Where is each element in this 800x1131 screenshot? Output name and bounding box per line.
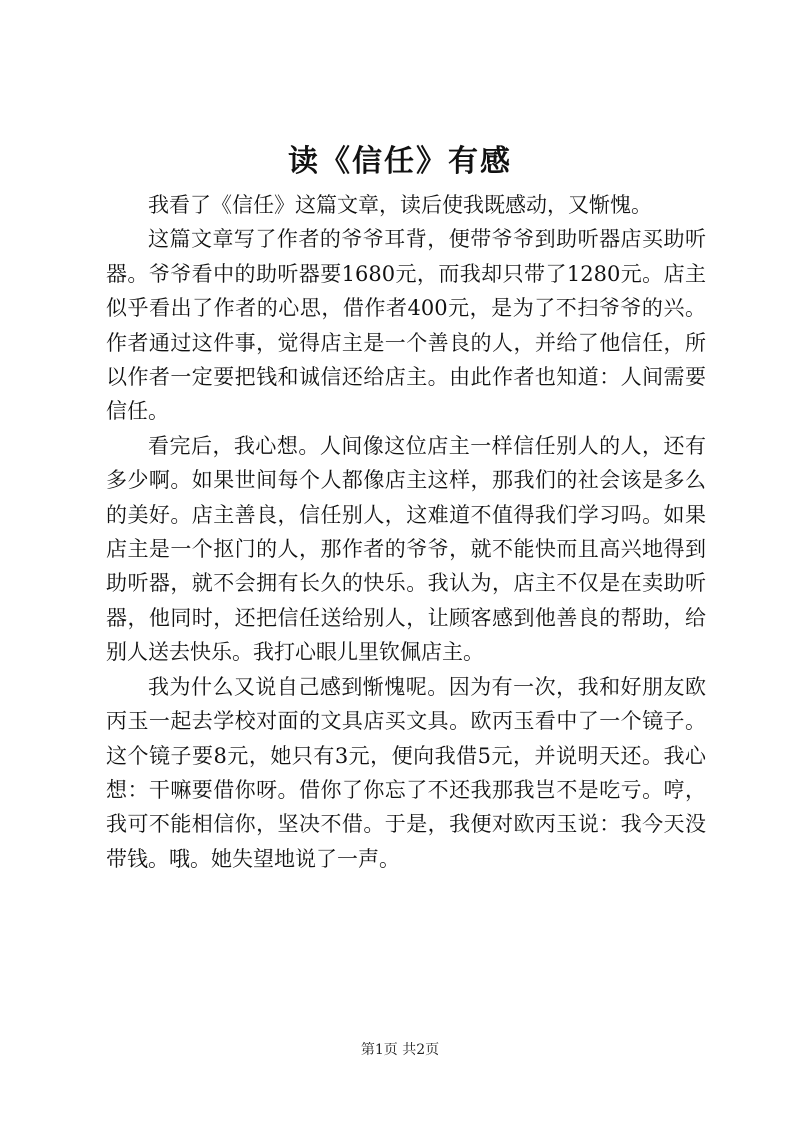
paragraph-4: 我为什么又说自己感到惭愧呢。因为有一次，我和好朋友欧丙玉一起去学校对面的文具店买文具。欧丙玉看中了一个镜子。这个镜子要8元，她只有3元，便向我借5元，并说明天还。我心想：干嘛要借你呀。借你了你忘了不还我那我岂不是吃亏。哼，我可不能相信你，坚决不借。于是，我便对欧丙玉说：我今天没带钱。哦。她失望地说了一声。 — [106, 674, 706, 871]
page-footer: 第1页 共2页 — [360, 1042, 440, 1058]
paragraph-3: 看完后，我心想。人间像这位店主一样信任别人的人，还有多少啊。如果世间每个人都像店主这样，那我们的社会该是多么的美好。店主善良，信任别人，这难道不值得我们学习吗。如果店主是一个抠门的人，那作者的爷爷，就不能快而且高兴地得到助听器，就不会拥有长久的快乐。我认为，店主不仅是在卖助听器，他同时，还把信任送给别人，让顾客感到他善良的帮助，给别人送去快乐。我打心眼儿里钦佩店主。 — [106, 433, 706, 665]
paragraph-1: 我看了《信任》这篇文章，读后使我既感动，又惭愧。 — [148, 193, 652, 217]
paragraph-2: 这篇文章写了作者的爷爷耳背，便带爷爷到助听器店买助听器。爷爷看中的助听器要1680元，而我却只带了1280元。店主似乎看出了作者的心思，借作者400元，是为了不扫爷爷的兴。作者通过这件事，觉得店主是一个善良的人，并给了他信任，所以作者一定要把钱和诚信还给店主。由此作者也知道：人间需要信任。 — [106, 227, 706, 424]
document-body — [106, 188, 706, 876]
document-title: 读《信任》有感 — [288, 144, 512, 179]
